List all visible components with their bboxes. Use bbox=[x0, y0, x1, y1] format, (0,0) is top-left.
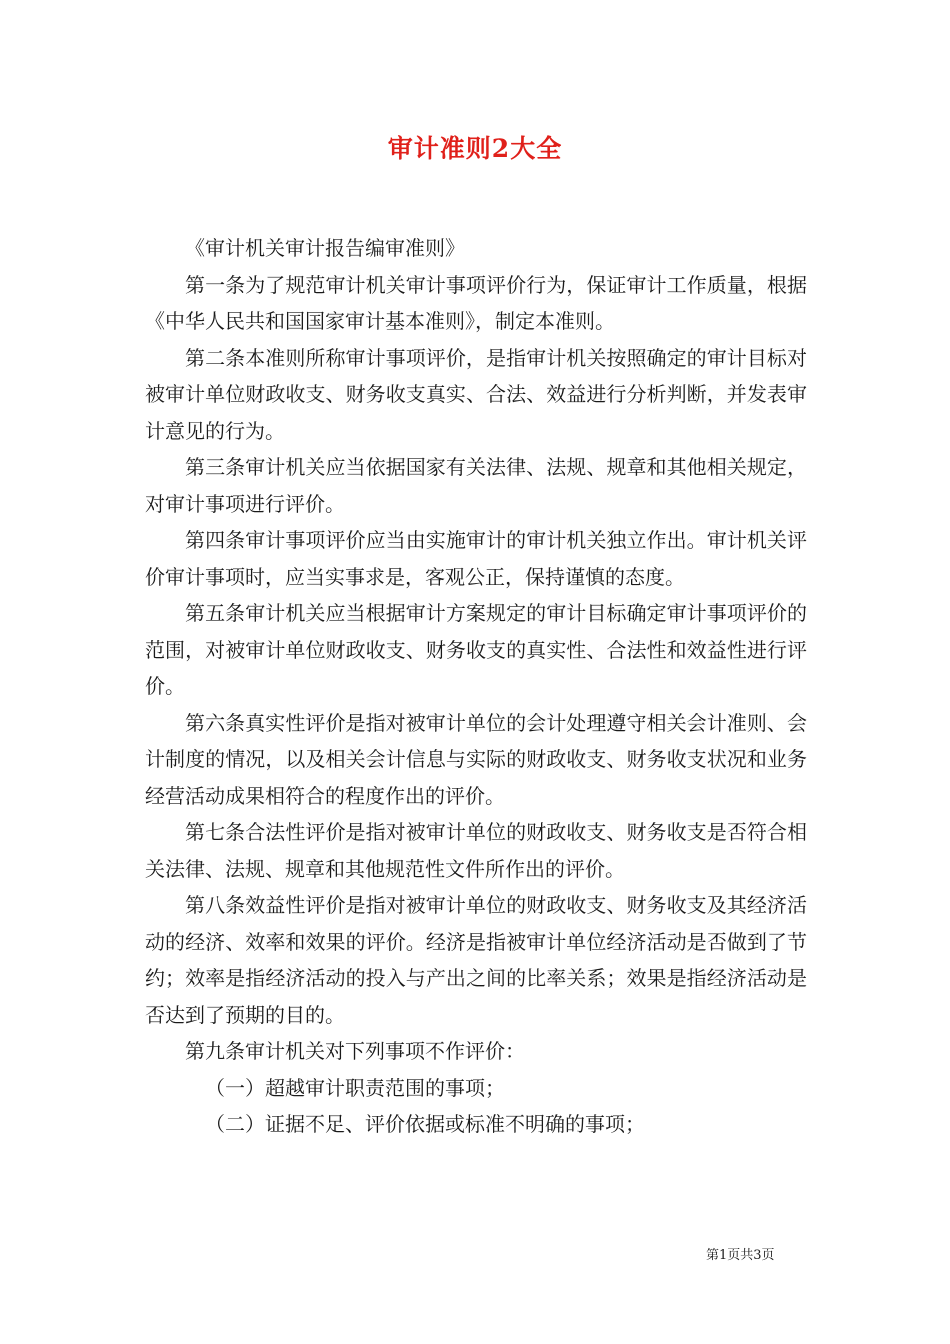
paragraph-article-3: 第三条审计机关应当依据国家有关法律、法规、规章和其他相关规定，对审计事项进行评价。 bbox=[145, 455, 807, 516]
list-item-1: （一）超越审计职责范围的事项； bbox=[205, 1075, 505, 1100]
page-number: 第1页共3页 bbox=[706, 1248, 775, 1263]
paragraph-article-5: 第五条审计机关应当根据审计方案规定的审计目标确定审计事项评价的范围，对被审计单位财政收支、财务收支的真实性、合法性和效益性进行评价。 bbox=[145, 601, 807, 698]
paragraph-article-9: 第九条审计机关对下列事项不作评价： bbox=[185, 1039, 525, 1063]
list-item-2: （二）证据不足、评价依据或标准不明确的事项； bbox=[205, 1112, 645, 1136]
paragraph-heading: 《审计机关审计报告编审准则》 bbox=[185, 236, 465, 260]
paragraph-article-4: 第四条审计事项评价应当由实施审计的审计机关独立作出。审计机关评价审计事项时，应当实事求是，客观公正，保持谨慎的态度。 bbox=[145, 528, 807, 589]
paragraph-article-6: 第六条真实性评价是指对被审计单位的会计处理遵守相关会计准则、会计制度的情况，以及相关会计信息与实际的财政收支、财务收支状况和业务经营活动成果相符合的程度作出的评价。 bbox=[145, 710, 807, 808]
paragraph-article-8: 第八条效益性评价是指对被审计单位的财政收支、财务收支及其经济活动的经济、效率和效果的评价。经济是指被审计单位经济活动是否做到了节约；效率是指经济活动的投入与产出之间的比率关系；效果是指经济活动是否达到了预期的目的。 bbox=[145, 893, 807, 1027]
paragraph-article-7: 第七条合法性评价是指对被审计单位的财政收支、财务收支是否符合相关法律、法规、规章和其他规范性文件所作出的评价。 bbox=[145, 820, 807, 881]
paragraph-article-1: 第一条为了规范审计机关审计事项评价行为，保证审计工作质量，根据《中华人民共和国国家审计基本准则》，制定本准则。 bbox=[145, 272, 807, 333]
paragraph-article-2: 第二条本准则所称审计事项评价，是指审计机关按照确定的审计目标对被审计单位财政收支、财务收支真实、合法、效益进行分析判断，并发表审计意见的行为。 bbox=[145, 345, 807, 443]
document-body bbox=[145, 230, 807, 1143]
document-title: 审计准则2大全 bbox=[387, 134, 563, 163]
